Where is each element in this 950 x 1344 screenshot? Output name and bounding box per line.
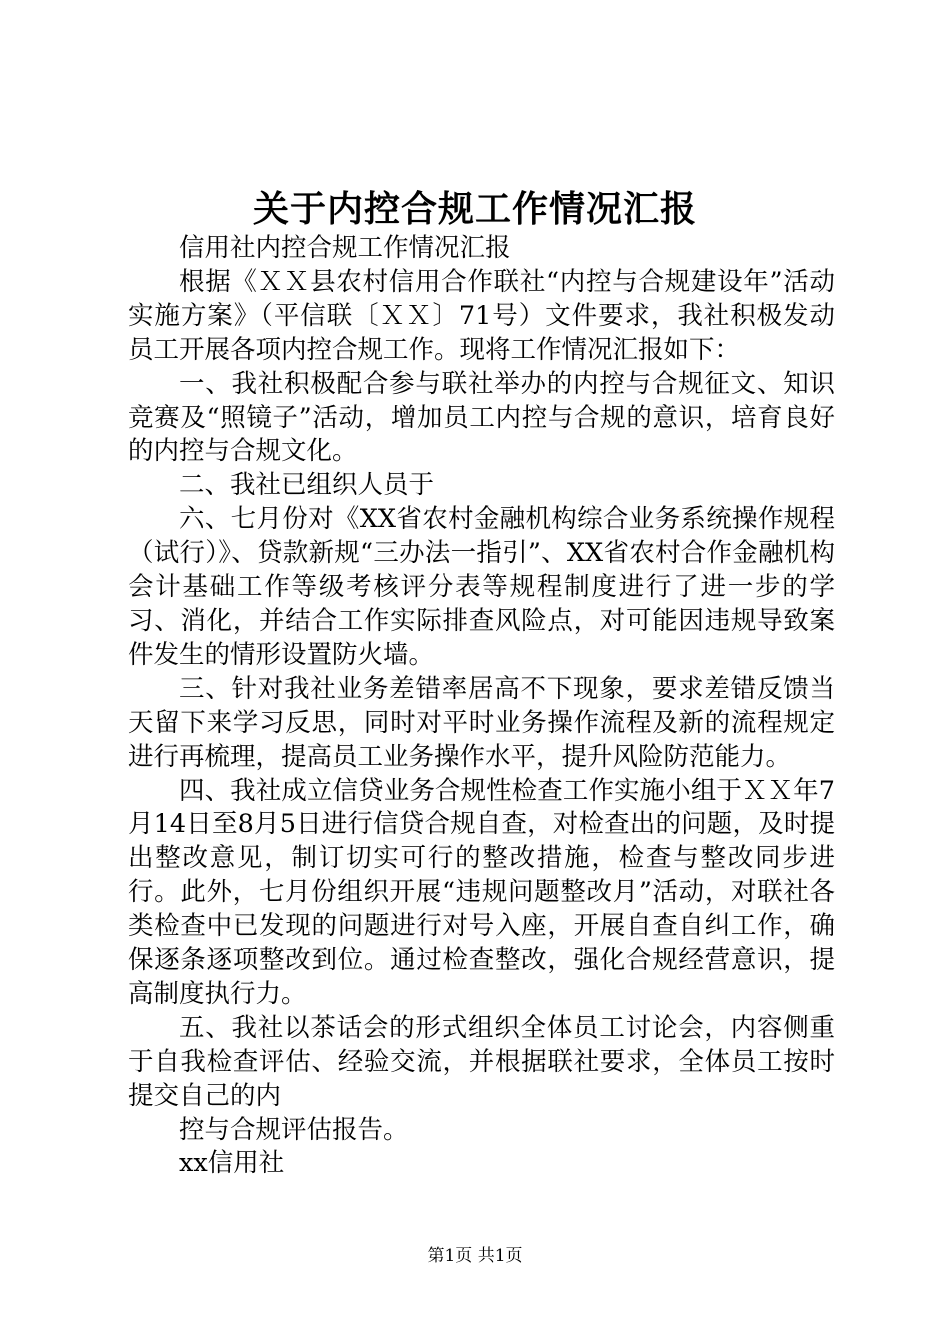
paragraph-item-4: 四、我社成立信贷业务合规性检查工作实施小组于ＸＸ年7月14日至8月5日进行信贷合规自查，对检查出的问题，及时提出整改意见，制订切实可行的整改措施，检查与整改同步进行。此外，七月份组织开展“违规问题整改月”活动，对联社各类检查中已发现的问题进行对号入座，开展自查自纠工作，确保逐条逐项整改到位。通过检查整改，强化合规经营意识，提高制度执行力。	[128, 775, 835, 1009]
paragraph-item-2-continued: 六、七月份对《XX省农村金融机构综合业务系统操作规程（试行）》、贷款新规“三办法一指引”、XX省农村合作金融机构会计基础工作等级考核评分表等规程制度进行了进一步的学习、消化，并结合工作实际排查风险点，对可能因违规导致案件发生的情形设置防火墙。	[128, 504, 835, 670]
document-body	[128, 232, 835, 1181]
paragraph-item-2: 二、我社已组织人员于	[179, 470, 435, 501]
paragraph-item-5-continued: 控与合规评估报告。	[179, 1114, 409, 1145]
signature-line: xx信用社	[179, 1148, 285, 1179]
page-footer: 第1页 共1页	[427, 1246, 523, 1266]
paragraph-item-5: 五、我社以茶话会的形式组织全体员工讨论会，内容侧重于自我检查评估、经验交流，并根据联社要求，全体员工按时提交自己的内	[128, 1012, 835, 1111]
paragraph-item-1: 一、我社积极配合参与联社举办的内控与合规征文、知识竞赛及“照镜子”活动，增加员工内控与合规的意识，培育良好的内控与合规文化。	[128, 368, 835, 467]
paragraph-subtitle: 信用社内控合规工作情况汇报	[179, 233, 511, 263]
paragraph-item-3: 三、针对我社业务差错率居高不下现象，要求差错反馈当天留下来学习反思，同时对平时业务操作流程及新的流程规定进行再梳理，提高员工业务操作水平，提升风险防范能力。	[128, 673, 835, 772]
document-title: 关于内控合规工作情况汇报	[252, 188, 697, 230]
paragraph-intro: 根据《ＸＸ县农村信用合作联社“内控与合规建设年”活动实施方案》（平信联〔ＸＸ〕71号）文件要求，我社积极发动员工开展各项内控合规工作。现将工作情况汇报如下：	[128, 266, 835, 365]
